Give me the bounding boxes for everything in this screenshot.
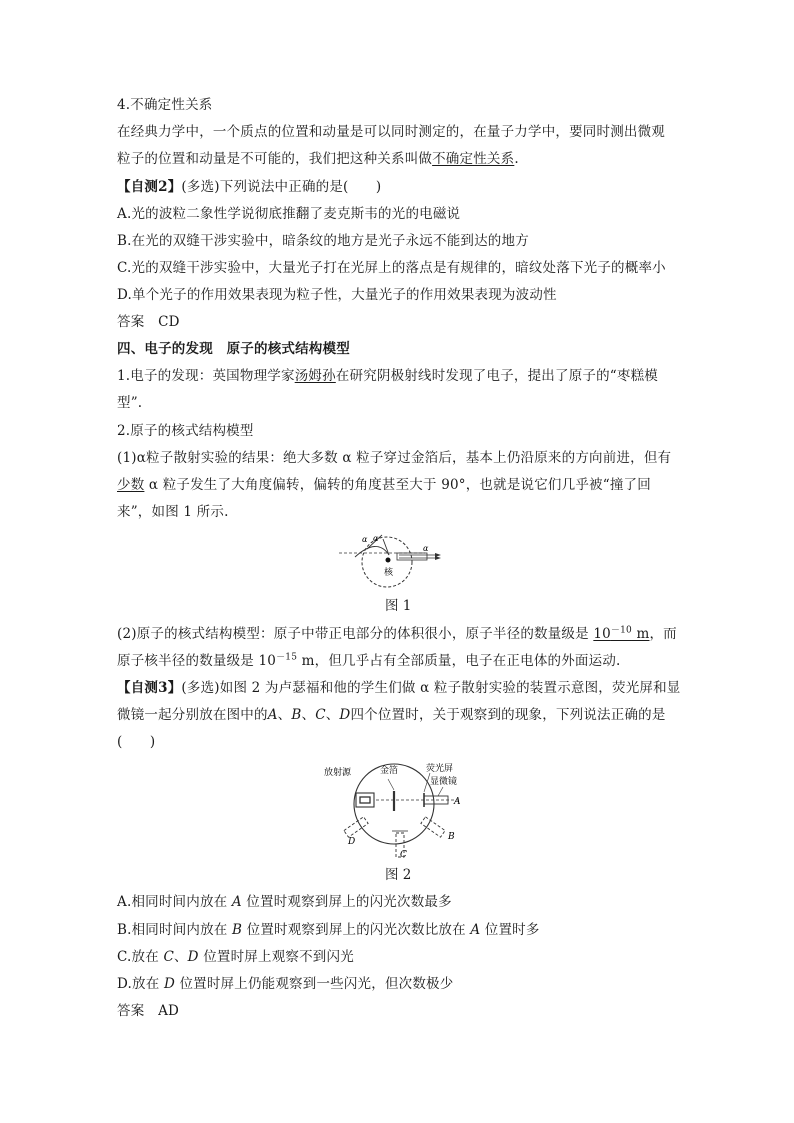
question-text: (多选)如图 2 为卢瑟福和他的学生们做 α 粒子散射实验的装置示意图，荧光屏和显 — [181, 680, 681, 696]
text: 、 — [173, 949, 188, 965]
text: 位置时屏上仍能观察到一些闪光，但次数极少 — [174, 976, 454, 992]
position-label: B — [232, 922, 243, 938]
underlined-term — [593, 626, 649, 642]
option-d: D.单个光子的作用效果表现为粒子性，大量光子的作用效果表现为波动性 — [117, 287, 557, 303]
option-d — [117, 975, 453, 993]
text: A.相同时间内放在 — [117, 894, 232, 910]
position-label: C — [315, 707, 326, 723]
text: 位置时观察到屏上的闪光次数最多 — [241, 894, 452, 910]
position-a-label: A — [454, 797, 461, 807]
option-c: C.光的双缝干涉实验中，大量光子打在光屏上的落点是有规律的，暗纹处落下光子的概率小 — [117, 260, 666, 276]
text: . — [514, 151, 519, 167]
text: 1.电子的发现：英国物理学家 — [117, 368, 295, 384]
nucleus-label: 核 — [384, 568, 394, 578]
text: 四个位置时，关于观察到的现象，下列说法正确的是 — [350, 707, 666, 723]
text: C.放在 — [117, 949, 164, 965]
text: α 粒子发生了大角度偏转，偏转的角度甚至大于 90°，也就是说它们几乎被“撞了回 — [144, 477, 651, 493]
question-text: (多选)下列说法中正确的是( ) — [181, 179, 382, 195]
text: 原子核半径的数量级是 10 — [117, 653, 277, 669]
answer: 答案 CD — [117, 314, 180, 330]
text: 、 — [301, 707, 316, 723]
paragraph-line — [117, 367, 658, 385]
exponent: －10 — [610, 625, 632, 636]
figure-1-alpha-scattering — [337, 527, 447, 589]
position-c-label: C — [400, 850, 407, 860]
position-label: D — [339, 707, 351, 723]
underlined-term: 少数 — [117, 477, 145, 493]
text: 位置时多 — [480, 922, 540, 938]
subheading: 2.原子的核式结构模型 — [117, 423, 254, 439]
source-label: 放射源 — [324, 768, 352, 778]
text: ，而 — [649, 626, 677, 642]
paragraph-line: 来”，如图 1 所示. — [117, 504, 229, 520]
figure-2-rutherford-apparatus — [318, 757, 478, 865]
figure-2-caption: 图 2 — [385, 867, 412, 883]
alpha-label: α — [423, 544, 429, 553]
alpha-label: α — [362, 535, 368, 544]
microscope-label: 显微镜 — [430, 777, 458, 787]
underlined-term: 不确定性关系 — [432, 151, 515, 167]
answer: 答案 AD — [117, 1003, 180, 1019]
text: D.放在 — [117, 976, 164, 992]
exponent: －15 — [276, 652, 298, 663]
text: 在研究阴极射线时发现了电子，提出了原子的“枣糕模 — [335, 368, 658, 384]
paragraph-line: 型”. — [117, 395, 143, 411]
paragraph-line — [117, 652, 621, 670]
question-stem — [117, 178, 381, 196]
alpha-label: α — [373, 534, 379, 543]
figure-1-caption: 图 1 — [385, 598, 412, 614]
text: 、 — [325, 707, 340, 723]
position-label: D — [187, 949, 199, 965]
text: 微镜一起分别放在图中的 — [117, 707, 268, 723]
question-tag: 【自测3】 — [117, 680, 182, 696]
paragraph-line: 在经典力学中，一个质点的位置和动量是可以同时测定的，在量子力学中，要同时测出微观 — [117, 124, 665, 140]
text: 、 — [277, 707, 292, 723]
text: 位置时屏上观察不到闪光 — [198, 949, 354, 965]
option-a — [117, 893, 452, 911]
paragraph-line — [117, 150, 519, 168]
position-b-label: B — [448, 832, 455, 842]
question-text-line — [117, 706, 666, 724]
section-heading-uncertainty: 4.不确定性关系 — [117, 97, 213, 113]
option-b — [117, 921, 540, 939]
position-label: C — [163, 949, 174, 965]
paragraph-line — [117, 476, 651, 494]
answer-parentheses: ( ) — [117, 734, 156, 750]
position-label: A — [470, 922, 481, 938]
text: B.相同时间内放在 — [117, 922, 233, 938]
position-label: B — [291, 707, 302, 723]
section-heading-electron: 四、电子的发现 原子的核式结构模型 — [117, 341, 350, 357]
option-c — [117, 948, 354, 966]
foil-label: 金箔 — [380, 766, 399, 776]
option-b: B.在光的双缝干涉实验中，暗条纹的地方是光子永远不能到达的地方 — [117, 233, 529, 249]
text: m — [631, 626, 650, 642]
underlined-term: 汤姆孙 — [294, 368, 336, 384]
question-tag: 【自测2】 — [117, 179, 182, 195]
text: (2)原子的核式结构模型：原子中带正电部分的体积很小，原子半径的数量级是 — [117, 626, 594, 642]
text: 10 — [593, 626, 611, 642]
position-label: A — [267, 707, 278, 723]
text: m，但几乎占有全部质量，电子在正电体的外面运动. — [297, 653, 621, 669]
text: 位置时观察到屏上的闪光次数比放在 — [242, 922, 471, 938]
paragraph-line — [117, 625, 677, 643]
position-d-label: D — [348, 837, 356, 847]
text: 粒子的位置和动量是不可能的，我们把这种关系叫做 — [117, 151, 433, 167]
position-label: A — [231, 894, 242, 910]
paragraph-line: (1)α粒子散射实验的结果：绝大多数 α 粒子穿过金箔后，基本上仍沿原来的方向前进，但有 — [117, 450, 672, 466]
question-stem — [117, 679, 681, 697]
screen-label: 荧光屏 — [426, 764, 454, 774]
option-a: A.光的波粒二象性学说彻底推翻了麦克斯韦的光的电磁说 — [117, 206, 461, 222]
position-label: D — [163, 976, 175, 992]
